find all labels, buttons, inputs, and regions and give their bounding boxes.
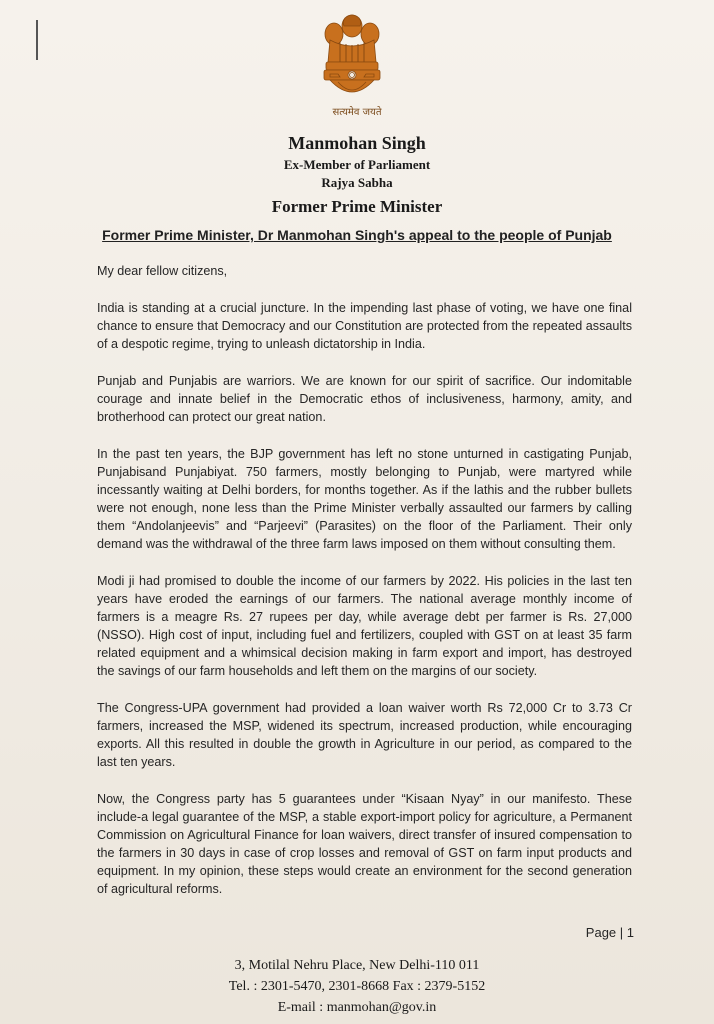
footer-phone: Tel. : 2301-5470, 2301-8668 Fax : 2379-5152 bbox=[228, 979, 486, 994]
paragraph: Now, the Congress party has 5 guarantees under “Kisaan Nyay” in our manifesto. These include-a legal guarantee of the MSP, a stable export-import policy for agriculture, a Permanent Commission on Agricultural Finance for loan waivers, direct transfer of insured compensation to the farmers in 30 days in case of crop losses and removal of GST on farm input products and equipment. In my opinion, these steps would create an environment for the second generation of agricultural reforms. bbox=[97, 792, 632, 896]
paragraph: The Congress-UPA government had provided a loan waiver worth Rs 72,000 Cr to 3.73 Cr farmers, increased the MSP, widened its spectrum, increased production, while encouraging exports. All this resulted in double the growth in Agriculture in our period, as compared to the last ten years. bbox=[97, 701, 632, 769]
paragraph: India is standing at a crucial juncture. In the impending last phase of voting, we have one final chance to ensure that Democracy and our Constitution are protected from the repeated assaults of a despotic regime, trying to unleash dictatorship in India. bbox=[97, 301, 632, 351]
emblem-motto: सत्यमेव जयते bbox=[332, 107, 382, 118]
paragraph: Punjab and Punjabis are warriors. We are known for our spirit of sacrifice. Our indomitable courage and innate belief in the Democratic ethos of inclusiveness, harmony, amity, and brotherhood can protect our great nation. bbox=[97, 374, 632, 424]
letterhead-role: Ex-Member of Parliament bbox=[283, 157, 431, 172]
letterhead-house: Rajya Sabha bbox=[321, 175, 393, 190]
footer-address: 3, Motilal Nehru Place, New Delhi-110 011 bbox=[234, 958, 480, 973]
page-number: Page | 1 bbox=[585, 925, 634, 940]
letter-headline: Former Prime Minister, Dr Manmohan Singh's appeal to the people of Punjab bbox=[102, 227, 612, 243]
paragraph: In the past ten years, the BJP government has left no stone unturned in castigating Punjab, Punjabisand Punjabiyat. 750 farmers, mostly belonging to Punjab, were martyred while incessantly waiting at Delhi borders, for months together. As if the lathis and the rubber bullets were not enough, none less than the Prime Minister verbally assaulted our farmers by calling them “Andolanjeevis” and “Parjeevi” (Parasites) on the floor of the Parliament. Their only demand was the withdrawal of the three farm laws imposed on them without consulting them. bbox=[97, 447, 632, 551]
salutation: My dear fellow citizens, bbox=[97, 264, 228, 278]
letterhead-name: Manmohan Singh bbox=[288, 133, 426, 153]
national-emblem-icon bbox=[316, 12, 388, 104]
letter-body bbox=[97, 262, 632, 917]
letterhead-footer bbox=[0, 955, 714, 1018]
paragraph: Modi ji had promised to double the income of our farmers by 2022. His policies in the last ten years have eroded the earnings of our farmers. The national average monthly income of farmers is a meagre Rs. 27 rupees per day, while average debt per farmer is Rs. 27,000 (NSSO). High cost of input, including fuel and fertilizers, coupled with GST on at least 35 farm related equipment and a whimsical decision making in farm export and import, has destroyed the savings of our farm households and left them on the margins of our society. bbox=[97, 574, 632, 678]
letterhead-title: Former Prime Minister bbox=[271, 197, 443, 216]
footer-email: E-mail : manmohan@gov.in bbox=[277, 1000, 437, 1015]
pen-mark bbox=[36, 20, 38, 60]
